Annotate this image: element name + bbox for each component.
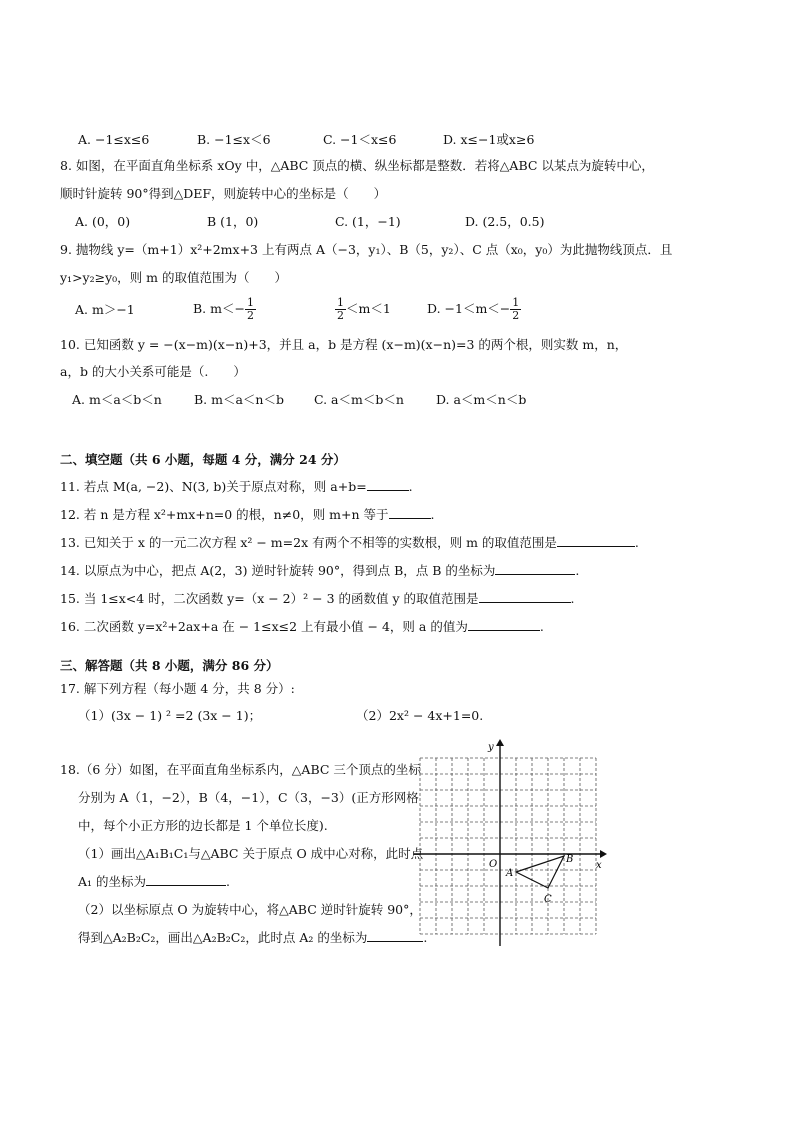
- fraction-den: 2: [337, 308, 344, 322]
- q8-line-1: 8. 如图，在平面直角坐标系 xOy 中，△ABC 顶点的横、纵坐标都是整数．若将△ABC 以某点为旋转中心，: [60, 158, 654, 173]
- answer-blank: [557, 534, 635, 548]
- fraction-num: 1: [246, 295, 254, 309]
- q8-option-c: C. (1，−1): [334, 214, 401, 229]
- q8-option-d: D. (2.5，0.5): [464, 214, 545, 229]
- fraction: [335, 297, 346, 322]
- period: .: [570, 591, 575, 606]
- q12: [60, 505, 434, 523]
- x-axis-label: x: [596, 860, 602, 871]
- q10-line-2: a，b 的大小关系可能是（. ）: [60, 364, 246, 379]
- q7-option-a: A. −1≤x≤6: [78, 132, 150, 147]
- q14: [60, 561, 579, 579]
- period: .: [634, 535, 639, 550]
- q18-line-2: 分别为 A（1，−2），B（4，−1），C（3，−3）(正方形网格: [78, 790, 419, 805]
- fraction-num: 1: [512, 295, 520, 309]
- q14-text: 14. 以原点为中心，把点 A(2，3) 逆时针旋转 90°，得到点 B，点 B 的坐标为: [60, 563, 496, 578]
- answer-blank: [479, 590, 571, 604]
- period: .: [539, 619, 544, 634]
- section-2-heading: 二、填空题（共 6 小题，每题 4 分，满分 24 分）: [60, 452, 346, 467]
- q9-line-2: y₁>y₂≥y₀，则 m 的取值范围为（ ）: [60, 270, 287, 285]
- vertex-c-label: C: [544, 894, 552, 905]
- coordinate-grid-figure: [410, 738, 610, 954]
- vertex-b-label: B: [566, 854, 574, 865]
- q13: [60, 533, 639, 551]
- q10-line-1: 10. 已知函数 y = −(x−m)(x−n)+3，并且 a，b 是方程 (x−m)(x−n)=3 的两个根，则实数 m，n，: [60, 337, 628, 352]
- y-axis-label: y: [488, 742, 494, 753]
- q18-line-5: [78, 872, 230, 890]
- q7-options: [78, 130, 534, 148]
- grid-lines: [420, 758, 596, 934]
- q13-text: 13. 已知关于 x 的一元二次方程 x² − m=2x 有两个不相等的实数根，则 m 的取值范围是: [60, 535, 557, 550]
- q15-text: 15. 当 1≤x<4 时，二次函数 y=（x − 2）² − 3 的函数值 y 的取值范围是: [60, 591, 479, 606]
- q9-option-c: [335, 297, 427, 322]
- q10-options: [72, 390, 526, 408]
- q15: [60, 589, 575, 607]
- fraction: [510, 297, 521, 322]
- q12-text: 12. 若 n 是方程 x²+mx+n=0 的根，n≠0，则 m+n 等于: [60, 507, 389, 522]
- q18-line-3: 中，每个小正方形的边长都是 1 个单位长度).: [78, 818, 328, 833]
- q18-line-7-text: 得到△A₂B₂C₂，画出△A₂B₂C₂，此时点 A₂ 的坐标为: [78, 930, 368, 945]
- q18-line-7: [78, 928, 427, 946]
- q9-option-a: A. m＞−1: [75, 302, 135, 317]
- period: .: [575, 563, 580, 578]
- axes: [414, 746, 600, 946]
- q9-option-c-text: ＜m＜1: [346, 300, 391, 316]
- q9-option-d: [427, 297, 521, 322]
- q18-line-6: （2）以坐标原点 O 为旋转中心，将△ABC 逆时针旋转 90°，: [78, 902, 422, 917]
- q11: [60, 477, 413, 495]
- q10-option-b: B. m＜a＜n＜b: [193, 392, 284, 407]
- q8-option-b: B (1，0): [206, 214, 259, 229]
- fraction-num: 1: [337, 295, 344, 309]
- q17-part-2: （2）2x² − 4x+1=0.: [356, 708, 484, 723]
- answer-blank: [367, 478, 409, 492]
- q18-line-1: 18.（6 分）如图，在平面直角坐标系内，△ABC 三个顶点的坐标: [60, 762, 421, 777]
- period: .: [408, 479, 413, 494]
- q9-line-1: 9. 抛物线 y=（m+1）x²+2mx+3 上有两点 A（−3，y₁）、B（5，y₂）、C 点（x₀，y₀）为此抛物线顶点．且: [60, 242, 673, 257]
- q8-line-2: 顺时针旋转 90°得到△DEF，则旋转中心的坐标是（ ）: [60, 186, 387, 201]
- q16: [60, 617, 544, 635]
- q7-option-c: C. −1＜x≤6: [322, 132, 397, 147]
- answer-blank: [495, 562, 575, 576]
- q7-option-d: D. x≤−1或x≥6: [442, 132, 535, 147]
- fraction-den: 2: [246, 308, 254, 322]
- q18-line-4: （1）画出△A₁B₁C₁与△ABC 关于原点 O 成中心对称，此时点: [78, 846, 424, 861]
- answer-blank: [146, 873, 226, 887]
- origin-label: O: [489, 859, 498, 870]
- q9-options: [75, 292, 521, 326]
- q11-text: 11. 若点 M(a, −2)、N(3, b)关于原点对称，则 a+b=: [60, 479, 367, 494]
- period: .: [430, 507, 435, 522]
- section-3-heading: 三、解答题（共 8 小题，满分 86 分）: [60, 658, 279, 673]
- period: .: [226, 874, 230, 889]
- q17-part-1: （1）(3x − 1) ² =2 (3x − 1)；: [78, 708, 262, 723]
- q17-title: 17. 解下列方程（每小题 4 分，共 8 分）:: [60, 681, 295, 696]
- fraction: [245, 297, 256, 322]
- q10-option-a: A. m＜a＜b＜n: [72, 392, 162, 407]
- q7-option-b: B. −1≤x＜6: [196, 132, 271, 147]
- q8-option-a: A. (0，0): [75, 214, 131, 229]
- q10-option-d: D. a＜m＜n＜b: [435, 392, 527, 407]
- answer-blank: [468, 618, 540, 632]
- fraction-den: 2: [512, 308, 520, 322]
- q9-option-b: [193, 297, 335, 322]
- q9-option-b-text: B. m＜−: [193, 300, 245, 316]
- triangle-abc: [516, 856, 564, 888]
- period: .: [423, 930, 428, 945]
- q10-option-c: C. a＜m＜b＜n: [313, 392, 404, 407]
- y-axis-arrow-icon: [496, 739, 504, 746]
- q16-text: 16. 二次函数 y=x²+2ax+a 在 − 1≤x≤2 上有最小值 − 4，则 a 的值为: [60, 619, 468, 634]
- q18-line-5-text: A₁ 的坐标为: [78, 874, 147, 889]
- q9-option-d-text: D. −1＜m＜−: [427, 300, 511, 316]
- vertex-a-label: A: [506, 868, 514, 879]
- answer-blank: [389, 506, 431, 520]
- q8-options: [75, 212, 545, 230]
- x-axis-arrow-icon: [600, 850, 607, 858]
